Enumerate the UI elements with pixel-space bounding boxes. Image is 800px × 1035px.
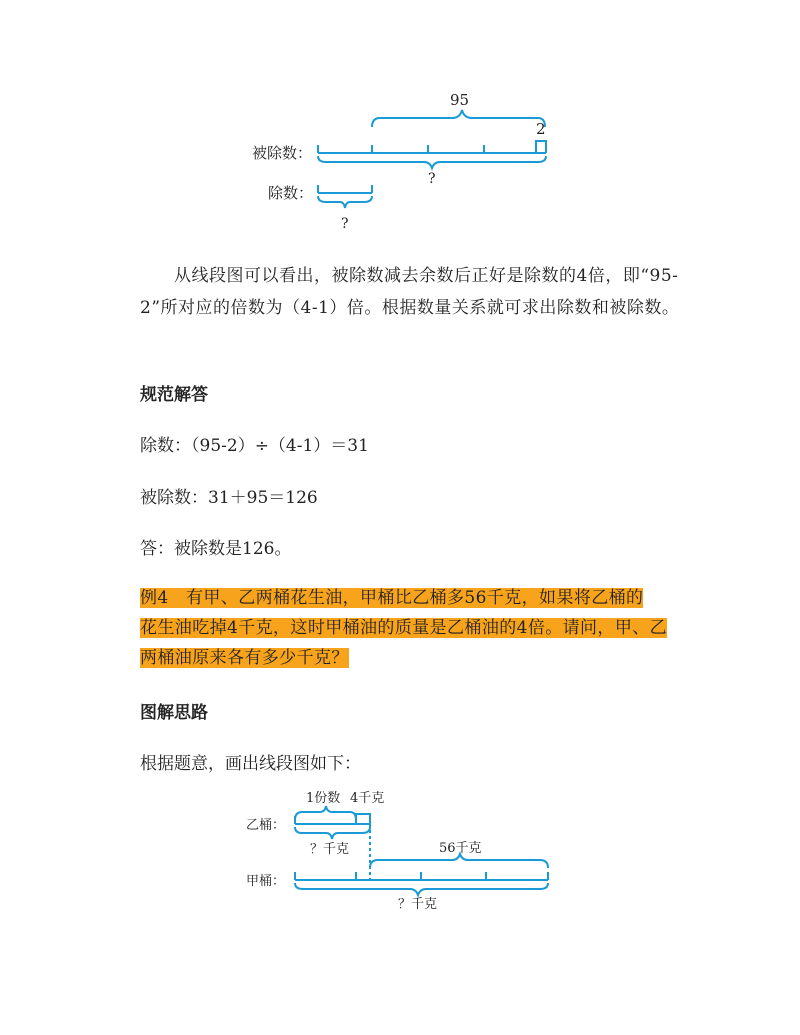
brace-95	[372, 110, 545, 127]
brace-divisor	[318, 196, 372, 208]
solution-answer: 答：被除数是126。	[140, 539, 292, 559]
brace-dividend	[318, 156, 546, 168]
solution-step-divisor: 除数：（95-2）÷（4-1）＝31	[140, 436, 369, 456]
thinking-intro: 根据题意，画出线段图如下：	[140, 754, 361, 774]
divisor-unknown: ?	[341, 216, 349, 232]
yi-label: 乙桶：	[246, 818, 286, 833]
brace-one-part	[295, 806, 356, 820]
brace-56kg	[370, 854, 548, 868]
dividend-label: 被除数：	[252, 144, 313, 162]
brace-yi	[295, 827, 370, 839]
dividend-unknown: ?	[428, 171, 436, 187]
analysis-paragraph: 从线段图可以看出，被除数减去余数后正好是除数的4倍，即“95-2”所对应的倍数为（4-1）倍。根据数量关系就可求出除数和被除数。	[140, 266, 680, 318]
example4-line3: 两桶油原来各有多少千克？	[140, 648, 349, 668]
brace-jia	[295, 883, 548, 895]
remainder-label: 2	[536, 120, 546, 138]
yi-unknown: ？千克	[310, 842, 350, 857]
diff-56kg-label: 56千克	[439, 841, 482, 856]
remainder-box	[536, 141, 546, 153]
divisor-label: 除数：	[268, 184, 314, 202]
example4-line2: 花生油吃掉4千克，这时甲桶油的质量是乙桶油的4倍。请问，甲、乙	[140, 618, 668, 638]
four-kg-label: 4千克	[350, 791, 385, 806]
example4-line1: 例4 有甲、乙两桶花生油，甲桶比乙桶多56千克，如果将乙桶的	[140, 588, 644, 608]
four-kg-box	[356, 814, 370, 824]
diagram-oil-buckets	[0, 780, 800, 920]
example4-problem	[140, 583, 667, 673]
solution-step-dividend: 被除数：31＋95＝126	[140, 488, 318, 508]
one-part-label: 1份数	[306, 791, 341, 806]
diagram-dividend-divisor	[0, 0, 800, 240]
thinking-heading: 图解思路	[140, 703, 208, 723]
brace-95-label: 95	[450, 91, 470, 109]
jia-label: 甲桶：	[246, 874, 286, 889]
solution-heading: 规范解答	[140, 385, 208, 405]
jia-unknown: ？千克	[398, 897, 438, 912]
